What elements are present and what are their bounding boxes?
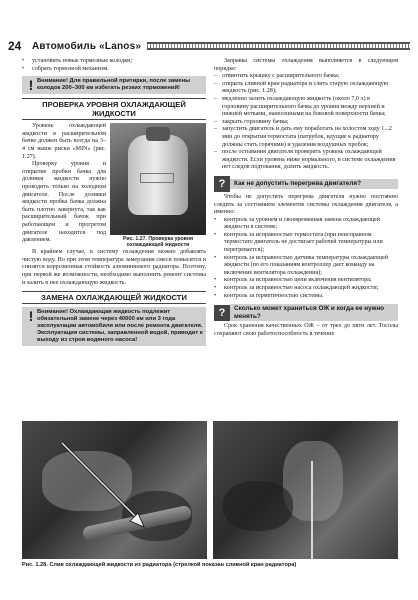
list-item: • контроль за герметичностью системы. xyxy=(214,292,324,299)
list-item: – закрыть горловину бачка; xyxy=(214,118,289,125)
list-item: – запустить двигатель и дать ему поработать на холостом ходу 1...2 мин до открытия термостата (патрубок, идущие к радиатору должны стать горячими) и удаления воздушных пробок; xyxy=(214,126,392,148)
paragraph: Уровень охлаждающей жидкости в расширительном бачке должен быть всегда на 3–4 см выше риски «MIN» (рис. 1.27). xyxy=(22,123,106,160)
page-number: 24 xyxy=(8,39,22,53)
question-text: Сколько может храниться ОЖ и когда ее нужно менять? xyxy=(230,304,398,321)
arrow-icon xyxy=(22,421,207,559)
exclamation-icon: ! xyxy=(28,77,34,94)
list-item: • установить новые тормозные колодки; xyxy=(22,58,133,64)
list-item: – медленно залить охлаждающую жидкость (около 7,0 л) в горловину расширительного бачка до уровня между верхней и нижней метками, нанесенными на боковой поверхности бачка; xyxy=(214,95,386,118)
question-icon: ? xyxy=(214,176,230,192)
list-item: • контроль за исправностью насоса охлаждающей жидкости; xyxy=(214,285,379,292)
list-item: • контроль за уровнем и своевременная замена охлаждающей жидкости в системе; xyxy=(214,216,381,231)
figure-caption: Рис. 1.28. Слив охлаждающей жидкости из радиатора (стрелкой показан сливной кран радиатора) xyxy=(22,562,297,568)
question-text: Как не допустить перегрева двигателя? xyxy=(230,179,398,189)
warning-note xyxy=(22,307,206,346)
left-column xyxy=(22,58,206,350)
question-box xyxy=(214,176,398,192)
warning-text: Внимание! Для правильной притирки, после замены колодок 200–300 км избегать резких торможений! xyxy=(37,78,191,92)
question-box xyxy=(214,304,398,321)
paragraph: Срок хранения качественных ОЖ – от трех до пяти лет. Тосолы сохраняют свою работоспособность в течение xyxy=(214,323,398,337)
figure-caption: Рис. 1.27. Проверка уровня охлаждающей жидкости xyxy=(122,236,194,249)
warning-text: Внимание! Охлаждающая жидкость подлежит обязательной замене через 40000 км или 3 года эксплуатации автомобиля или после ремонта двигателя. Эксплуатация системы, заправленной водой, приводит к выходу из строя водяного насоса! xyxy=(37,309,203,344)
book-title: Автомобиль «Lanos» xyxy=(32,40,142,52)
list-item: • контроль за исправностью термостата (при неисправном термостате двигатель не достигает рабочей температуры или перегревается); xyxy=(214,231,383,254)
page-header xyxy=(8,38,410,54)
paragraph: В крайнем случае, в систему охлаждения можно добавлять чистую воду. Но при этом температура замерзания смеси повысится и снизятся коррозионная стойкость алюминиевого радиатора. Поэтому, при первой же возможности, необходимо выполнить ремонт системы и залить в нее охлаждающую жидкость. xyxy=(22,249,206,286)
list-item: • контроль за исправностью датчика температуры охлаждающей жидкости (по его показаниям контроллер дает команду на включение вентилятора охлаждения); xyxy=(214,254,388,276)
list-item: – после остывания двигателя проверить уровень охлаждающей жидкости. Если уровень ниже нормального, в системе охлаждения нет следов подтекания, долить жидкость. xyxy=(214,149,396,171)
list-item: – отвинтить крышку с расширительного бачка; xyxy=(214,73,340,80)
paragraph: Проверку уровня и открытие пробки бачка для доливки жидкости нужно проводить только на холодном двигателе. После доливки жидкости пробка бачка должна быть плотно завернута, так как расширительный бачок при работающем и прогретом двигателе находится под давлением. xyxy=(22,161,106,244)
radiator-photo-right xyxy=(213,421,398,559)
list-item: – открыть сливной кран радиатора и слить старую охлаждающую жидкость (рис. 1.28); xyxy=(214,80,389,95)
radiator-photo-left xyxy=(22,421,207,559)
paragraph: Заправка системы охлаждения выполняется в следующем порядке: xyxy=(214,58,398,72)
section-title-coolant-level: ПРОВЕРКА УРОВНЯ ОХЛАЖДАЮЩЕЙ ЖИДКОСТИ xyxy=(22,98,206,120)
paragraph: Чтобы не допустить перегрева двигателя нужно постоянно следить за состоянием элементов системы охлаждения двигателя, а именно: xyxy=(214,193,398,216)
list-item: • контроль за исправностью цепи включения вентилятора; xyxy=(214,277,372,284)
figure-1-27 xyxy=(110,123,206,247)
warning-note xyxy=(22,76,206,94)
figure-1-28 xyxy=(22,421,398,559)
section-title-coolant-replacement: ЗАМЕНА ОХЛАЖДАЮЩЕЙ ЖИДКОСТИ xyxy=(22,291,206,304)
header-rule xyxy=(147,42,410,50)
coolant-tank-photo xyxy=(110,123,206,235)
question-icon: ? xyxy=(214,305,230,321)
right-column xyxy=(214,58,398,339)
exclamation-icon: ! xyxy=(28,308,34,325)
list-item: • собрать тормозной механизм. xyxy=(22,65,109,72)
